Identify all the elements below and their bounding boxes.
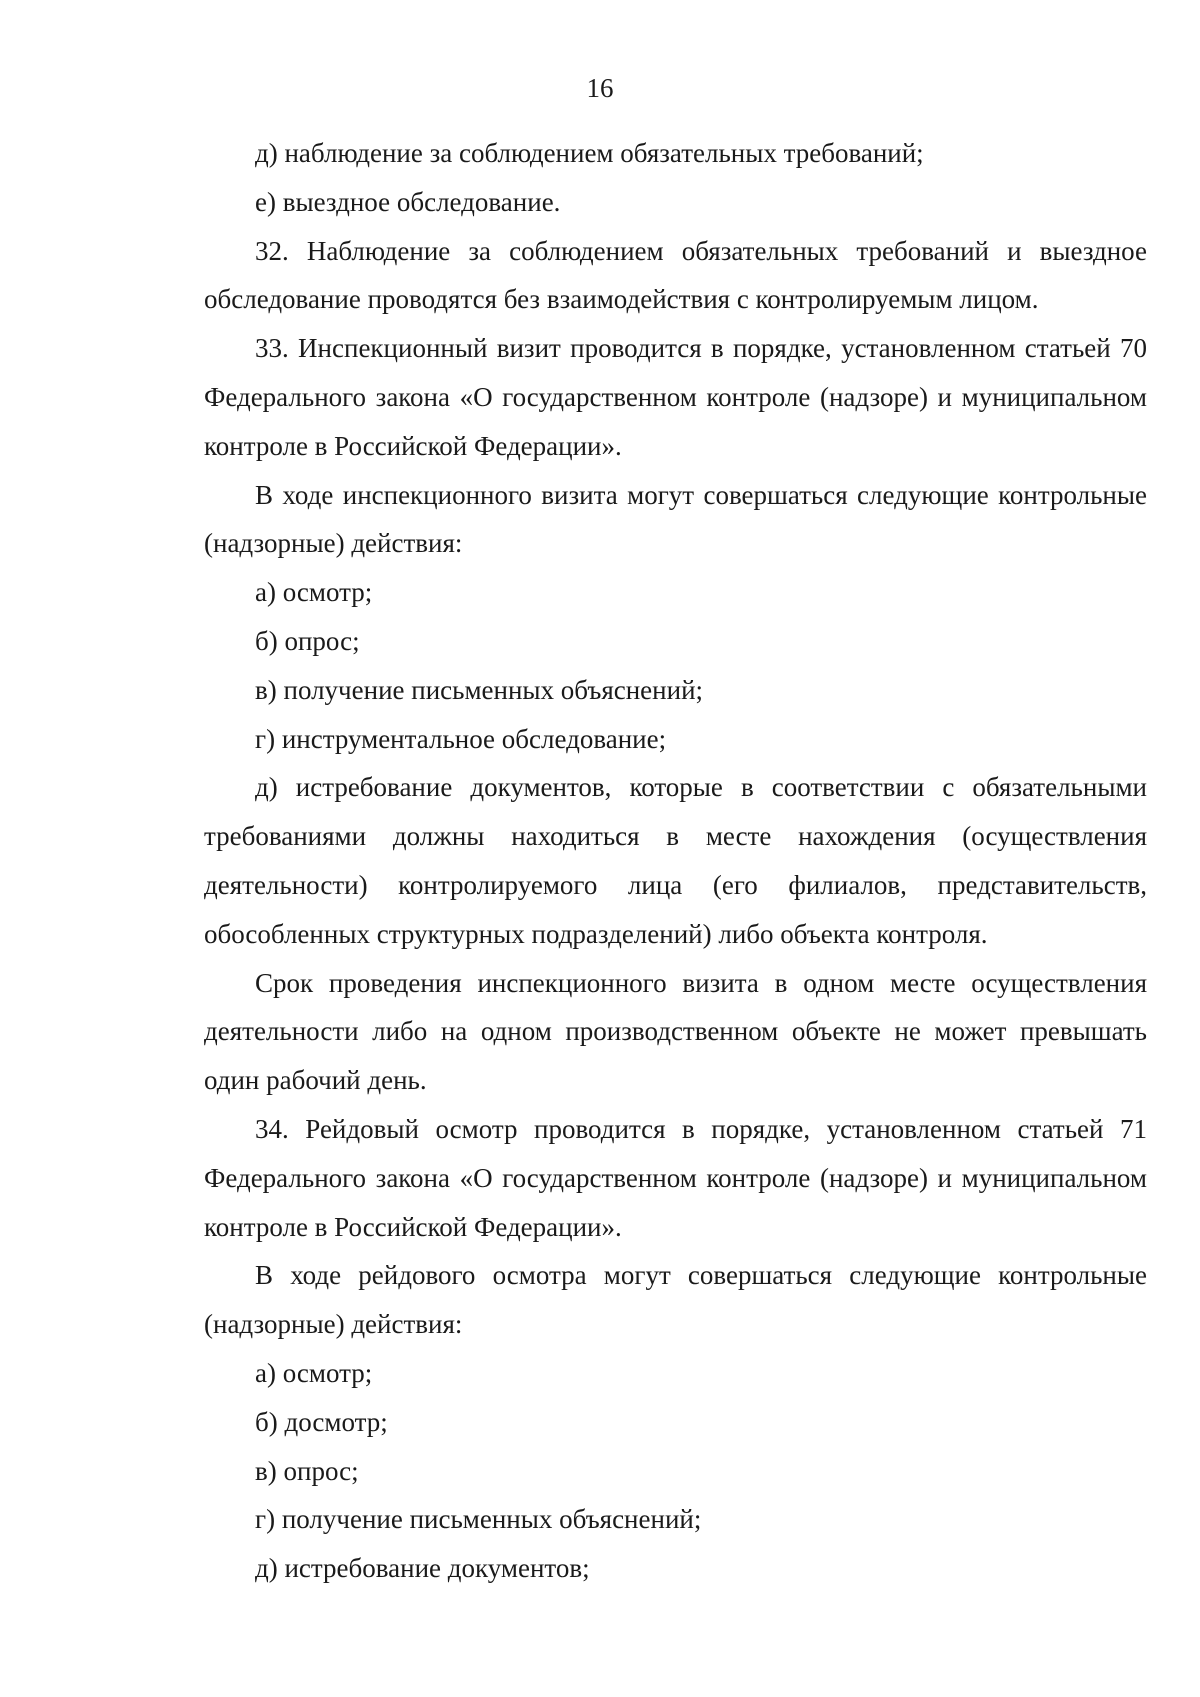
paragraph-clause-34: 34. Рейдовый осмотр проводится в порядке, установленном статьей 71 Федерального закона «О государственном контроле (надзоре) и муниципальном контроле в Российской Федерации».: [204, 1113, 1147, 1242]
list-item: г) получение письменных объяснений;: [255, 1504, 702, 1535]
list-item: б) опрос;: [255, 625, 360, 656]
list-item: в) получение письменных объяснений;: [255, 674, 704, 705]
document-body: [204, 129, 1147, 1593]
list-item: д) истребование документов;: [255, 1553, 590, 1584]
list-item: е) выездное обследование.: [255, 186, 561, 217]
list-item: г) инструментальное обследование;: [255, 723, 667, 754]
paragraph-clause-33: 33. Инспекционный визит проводится в порядке, установленном статьей 70 Федерального закона «О государственном контроле (надзоре) и муниципальном контроле в Российской Федерации».: [204, 333, 1147, 461]
list-item: д) истребование документов, которые в соответствии с обязательными требованиями должны находиться в месте нахождения (осуществления деятельности) контролируемого лица (его филиалов, представительств, обособленных структурных подразделений) либо объекта контроля.: [204, 772, 1147, 949]
list-item: а) осмотр;: [255, 1357, 373, 1388]
page-number: 16: [586, 73, 614, 103]
list-item: а) осмотр;: [255, 577, 373, 608]
paragraph: В ходе рейдового осмотра могут совершаться следующие контрольные (надзорные) действия:: [204, 1260, 1147, 1340]
list-item: в) опрос;: [255, 1455, 359, 1486]
paragraph-clause-32: 32. Наблюдение за соблюдением обязательных требований и выездное обследование проводятся без взаимодействия с контролируемым лицом.: [204, 235, 1147, 315]
list-item: д) наблюдение за соблюдением обязательных требований;: [255, 138, 924, 168]
paragraph: В ходе инспекционного визита могут совершаться следующие контрольные (надзорные) действия:: [204, 479, 1147, 559]
list-item: б) досмотр;: [255, 1406, 388, 1437]
paragraph: Срок проведения инспекционного визита в одном месте осуществления деятельности либо на одном производственном объекте не может превышать один рабочий день.: [204, 967, 1147, 1096]
